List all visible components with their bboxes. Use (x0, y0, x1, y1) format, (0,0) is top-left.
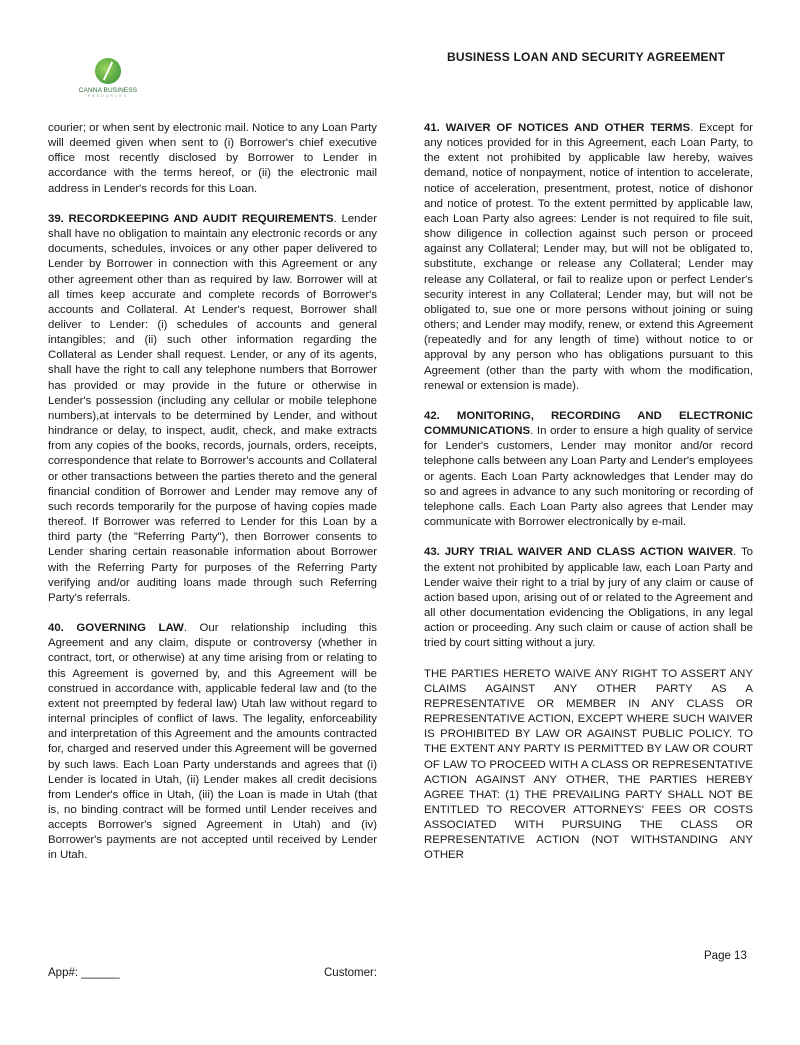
section-heading: 43. JURY TRIAL WAIVER AND CLASS ACTION WAIVER (424, 546, 734, 559)
right-column (424, 121, 753, 879)
section-heading: 39. RECORDKEEPING AND AUDIT REQUIREMENTS (48, 212, 334, 225)
section-42: 42. MONITORING, RECORDING AND ELECTRONIC COMMUNICATIONS. In order to ensure a high quality of service for Lender's customers, Lender may monitor and/or record telephone calls between any Loan Party and Lender's employees or agents. Each Loan Party acknowledges that Lender may do so and agrees in advance to any such monitoring or recording of telephone calls. Each Loan Party also agrees that Lender may communicate with Borrower electronically by e-mail. (424, 409, 753, 529)
section-41: 41. WAIVER OF NOTICES AND OTHER TERMS. Except for any notices provided for in this Agreement, each Loan Party, to the extent not prohibited by applicable law hereby, waives demand, notice of nonpayment, notice of intention to accelerate, notice of acceleration, presentment, protest, notice of dishonor and notice of protest. To the extent permitted by applicable law, each Loan Party also agrees: Lender is not required to file suit, show diligence in collection against such person or proceed against any Collateral; Lender may, but will not be obligated to, substitute, exchange or release any Collateral; Lender may release any Collateral, or fail to realize upon or perfect Lender's security interest in any Collateral; Lender may, but will not be obligated to, sue one or more persons without joining or suing others; and Lender may modify, renew, or extend this Agreement (repeatedly and for any length of time) without notice to or approval by any person who has obligations pursuant to this Agreement (other than the party with whom the modification, renewal or extension is made). (424, 122, 753, 392)
left-column (48, 121, 377, 879)
document-title: BUSINESS LOAN AND SECURITY AGREEMENT (447, 50, 726, 64)
logo-subtext: RESOURCES (87, 94, 129, 98)
section-heading: 40. GOVERNING LAW (48, 622, 184, 635)
logo-text: CANNA BUSINESS (78, 87, 138, 94)
paragraph: courier; or when sent by electronic mail. Notice to any Loan Party will deemed given when sent to (i) Borrower's chief executive office most recently disclosed by Borrower to Lender in accordance with the terms hereof, or (ii) the electronic mail address in Lender's records for this Loan. (48, 122, 377, 195)
class-action-waiver: THE PARTIES HERETO WAIVE ANY RIGHT TO ASSERT ANY CLAIMS AGAINST ANY OTHER PARTY AS A REPRESENTATIVE OR MEMBER IN ANY CLASS OR REPRESENTATIVE ACTION, EXCEPT WHERE SUCH WAIVER IS PROHIBITED BY LAW OR AGAINST PUBLIC POLICY. TO THE EXTENT ANY PARTY IS PERMITTED BY LAW OR COURT OF LAW TO PROCEED WITH A CLASS OR REPRESENTATIVE ACTION AGAINST ANY OTHER, THE PARTIES HEREBY AGREE THAT: (1) THE PREVAILING PARTY SHALL NOT BE ENTITLED TO RECOVER ATTORNEYS' FEES OR COSTS ASSOCIATED WITH PURSUING THE CLASS OR REPRESENTATIVE ACTION (NOT WITHSTANDING ANY OTHER (424, 667, 753, 862)
section-39: 39. RECORDKEEPING AND AUDIT REQUIREMENTS. Lender shall have no obligation to maintain any electronic records or any documents, schedules, invoices or any other paper delivered to Lender by Borrower in connection with this Agreement or any other agreement other than as required by law. Borrower will at all times keep accurate and complete records of Borrower's accounts and Collateral. At Lender's request, Borrower shall deliver to Lender: (i) schedules of accounts and general intangibles; and (ii) such other information regarding the Collateral as Lender shall request. Lender, or any of its agents, shall have the right to call any telephone numbers that Borrower has provided or may provide in the future or otherwise in Lender's possession (including any cellular or mobile telephone numbers),at intervals to be determined by Lender, and without hindrance or delay, to inspect, audit, check, and make extracts from any copies of the books, records, journals, orders, receipts, correspondence that relate to Borrower's accounts and Collateral or other transactions between the parties thereto and the general financial condition of Borrower and Lender may remove any of such records temporarily for the purpose of having copies made thereof. If Borrower was referred to Lender for this Loan by a third party (the "Referring Party"), then Borrower consents to Lender sharing certain reasonable information about Borrower with the Referring Party for purposes of the Referring Party verifying and/or auditing loans made through such Referring Party's referrals. (48, 212, 377, 604)
section-40: 40. GOVERNING LAW. Our relationship including this Agreement and any claim, dispute or controversy (whether in contract, tort, or otherwise) at any time arising from or relating to this Agreement is governed by, and this Agreement will be construed in accordance with, applicable federal law and (to the extent not preempted by federal law) Utah law without regard to internal principles of conflict of laws. The legality, enforceability and interpretation of this Agreement and the amounts contracted for, charged and reserved under this Agreement will be governed by such laws. Each Loan Party understands and agrees that (i) Lender is located in Utah, (ii) Lender makes all credit decisions from Lender's office in Utah, (iii) the Loan is made in Utah (that is, no binding contract will be formed until Lender receives and accepts Borrower's signed Agreement in Utah) and (iv) Borrower's payments are not accepted until received by Lender in Utah. (48, 622, 377, 862)
section-heading: 42. MONITORING, RECORDING AND ELECTRONIC COMMUNICATIONS (424, 409, 753, 438)
app-number-field: App#: ______ (48, 967, 120, 979)
customer-field: Customer: (324, 967, 378, 979)
section-heading: 41. WAIVER OF NOTICES AND OTHER TERMS (424, 122, 691, 134)
leaf-logo-icon (95, 58, 121, 84)
section-43: 43. JURY TRIAL WAIVER AND CLASS ACTION WAIVER. To the extent not prohibited by applicable law, each Loan Party and Lender waive their right to a trial by jury of any claim or cause of action based upon, arising out of or related to the Agreement and all other documentation evidencing the Obligations, in any legal action or proceeding. Any such claim or cause of action shall be tried by court sitting without a jury. (424, 546, 753, 650)
page-number: Page 13 (704, 950, 747, 962)
company-logo (68, 58, 148, 98)
